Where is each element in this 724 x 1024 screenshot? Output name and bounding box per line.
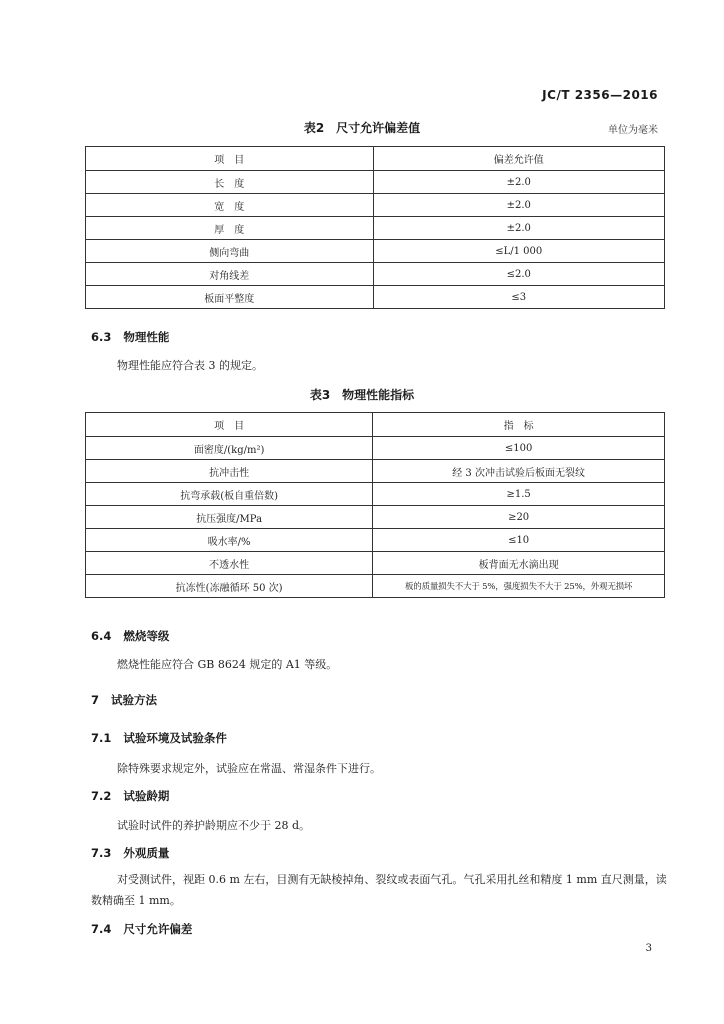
table-cell: 厚 度 xyxy=(86,217,374,240)
table-cell: ≥20 xyxy=(373,506,665,529)
section-number: 6.3 xyxy=(91,330,112,344)
section-number: 7.3 xyxy=(91,846,112,860)
table-header-cell: 项 目 xyxy=(86,413,373,437)
table-cell: 面密度/(kg/m²) xyxy=(86,437,373,460)
section-number: 6.4 xyxy=(91,629,112,643)
table-row xyxy=(86,575,665,598)
table-cell: 抗冻性(冻融循环 50 次) xyxy=(86,575,373,598)
table-cell: ±2.0 xyxy=(373,194,665,217)
table-row xyxy=(86,263,665,286)
section-title: 试验方法 xyxy=(111,693,158,707)
section-6-4-heading xyxy=(91,628,169,644)
section-7-2-text: 试验时试件的养护龄期应不少于 28 d。 xyxy=(117,819,311,832)
section-6-3-text: 物理性能应符合表 3 的规定。 xyxy=(117,359,263,372)
section-title: 燃烧等级 xyxy=(123,629,170,643)
section-number: 7.4 xyxy=(91,922,112,936)
section-number: 7.1 xyxy=(91,731,112,745)
table-cell: ≤100 xyxy=(373,437,665,460)
section-7-1-heading xyxy=(91,730,227,746)
table-cell: 抗冲击性 xyxy=(86,460,373,483)
table2-unit: 单位为毫米 xyxy=(608,125,658,136)
table-row xyxy=(86,286,665,309)
table-cell: 经 3 次冲击试验后板面无裂纹 xyxy=(373,460,665,483)
section-7-4-heading xyxy=(91,921,192,937)
table-cell: ±2.0 xyxy=(373,217,665,240)
section-7-heading xyxy=(91,692,157,708)
table-header-cell: 偏差允许值 xyxy=(373,147,665,171)
table-cell: ≤L/1 000 xyxy=(373,240,665,263)
table-row xyxy=(86,194,665,217)
table-cell: ≤3 xyxy=(373,286,665,309)
section-7-3-text: 对受测试件，视距 0.6 m 左右，目测有无缺棱掉角、裂纹或表面气孔。气孔采用扎丝和精度 1 mm 直尺测量，读数精确至 1 mm。 xyxy=(91,873,667,907)
section-7-2-heading xyxy=(91,788,169,804)
table-cell: 长 度 xyxy=(86,171,374,194)
section-title: 物理性能 xyxy=(123,330,170,344)
section-number: 7.2 xyxy=(91,789,112,803)
table-cell: 抗压强度/MPa xyxy=(86,506,373,529)
table-row xyxy=(86,552,665,575)
table-cell: 对角线差 xyxy=(86,263,374,286)
page-number: 3 xyxy=(645,943,652,954)
section-title: 外观质量 xyxy=(123,846,170,860)
table-cell: 抗弯承载(板自重倍数) xyxy=(86,483,373,506)
table-cell: 宽 度 xyxy=(86,194,374,217)
table-cell: 不透水性 xyxy=(86,552,373,575)
standard-number: JC/T 2356—2016 xyxy=(542,88,658,102)
section-title: 试验环境及试验条件 xyxy=(123,731,227,745)
table-row xyxy=(86,506,665,529)
table-cell: ≤10 xyxy=(373,529,665,552)
table2 xyxy=(85,146,665,309)
table-cell: 板面平整度 xyxy=(86,286,374,309)
table-row xyxy=(86,460,665,483)
table-row xyxy=(86,217,665,240)
section-6-4-text: 燃烧性能应符合 GB 8624 规定的 A1 等级。 xyxy=(117,658,338,671)
table-header-row xyxy=(86,413,665,437)
section-title: 尺寸允许偏差 xyxy=(123,922,193,936)
section-number: 7 xyxy=(91,693,100,707)
table-row xyxy=(86,240,665,263)
section-title: 试验龄期 xyxy=(123,789,170,803)
table-cell: 板的质量损失不大于 5%，强度损失不大于 25%，外观无损坏 xyxy=(373,575,665,598)
table2-caption: 表2 尺寸允许偏差值 xyxy=(303,121,421,135)
table-cell: ≤2.0 xyxy=(373,263,665,286)
table3 xyxy=(85,412,665,598)
table-header-cell: 项 目 xyxy=(86,147,374,171)
table-header-row xyxy=(86,147,665,171)
section-7-3-heading xyxy=(91,845,169,861)
table-cell: 板背面无水滴出现 xyxy=(373,552,665,575)
table-row xyxy=(86,437,665,460)
table-row xyxy=(86,171,665,194)
table-cell: 吸水率/% xyxy=(86,529,373,552)
table-row xyxy=(86,529,665,552)
table-row xyxy=(86,483,665,506)
table-cell: ≥1.5 xyxy=(373,483,665,506)
section-7-1-text: 除特殊要求规定外，试验应在常温、常湿条件下进行。 xyxy=(117,762,381,775)
table3-caption: 表3 物理性能指标 xyxy=(309,388,415,402)
table-header-cell: 指 标 xyxy=(373,413,665,437)
section-6-3-heading xyxy=(91,329,169,345)
table-cell: ±2.0 xyxy=(373,171,665,194)
table-cell: 侧向弯曲 xyxy=(86,240,374,263)
